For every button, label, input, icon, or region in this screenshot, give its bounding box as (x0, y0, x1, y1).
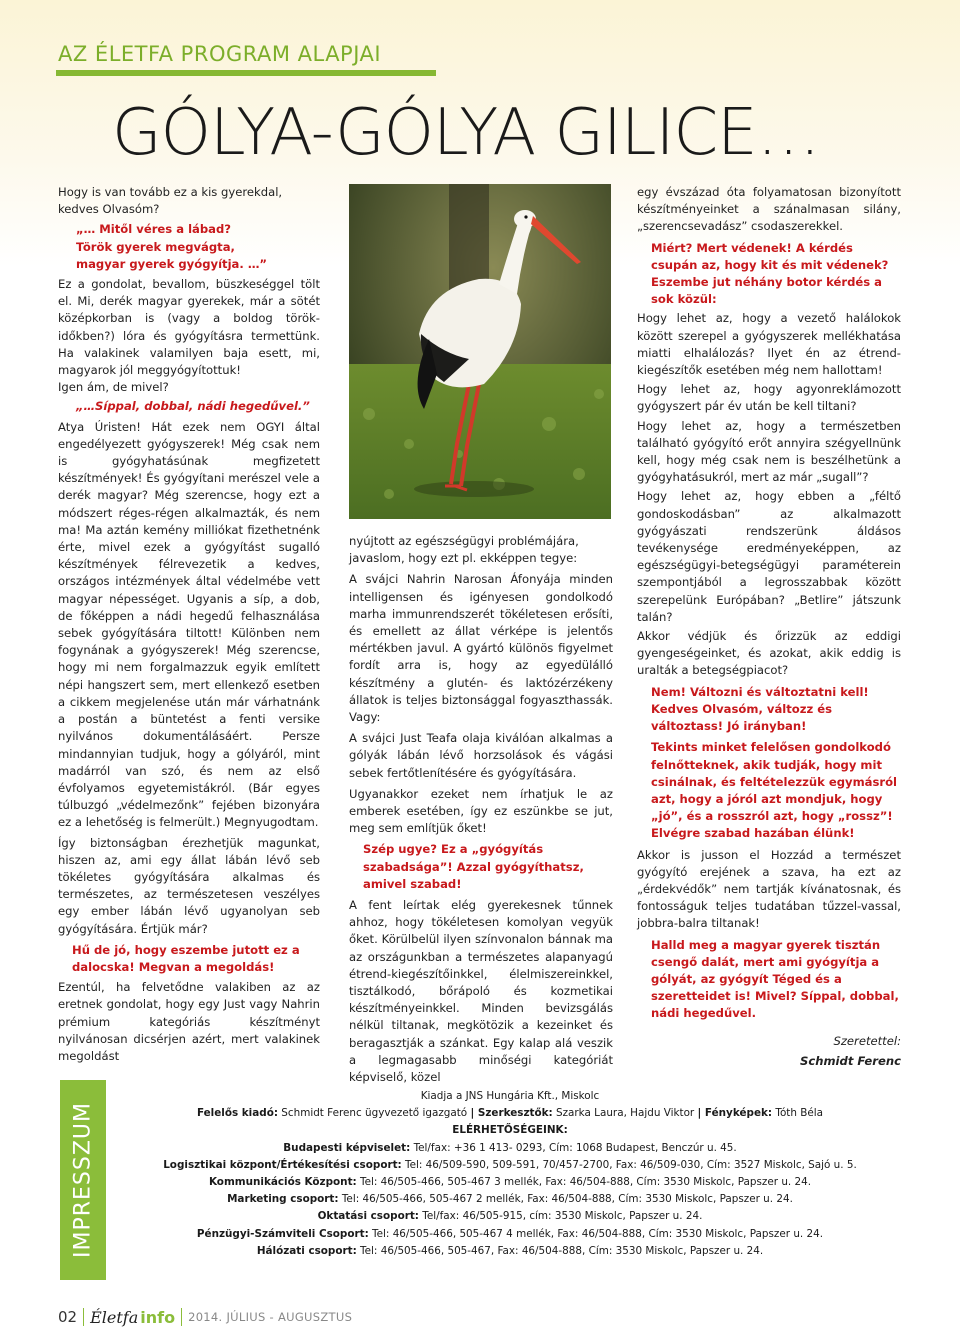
section-label: AZ ÉLETFA PROGRAM ALAPJAI (58, 42, 382, 66)
column-1 (58, 184, 320, 1065)
contact-row (120, 1140, 900, 1157)
paragraph: egy évszázad óta folyamatosan bizonyított készítményeinket a szánalmasan silány, „szerencsevadász” csodaszerekkel. (637, 185, 901, 234)
imprint-block (120, 1088, 900, 1260)
paragraph: Hogy lehet az, hogy a vezető halálokok között szerepel a gyógyszerek mellékhatása miatti elhalálozás? Ilyet én az étrend-kiegészítők esetében még nem hallottam! (637, 311, 901, 378)
paragraph: Akkor védjük és őrizzük az eddigi gyengeségeinket, és azokat, akik eddig is uralták a betegségpiacot? (637, 629, 901, 678)
contact-row (120, 1174, 900, 1191)
impressum-label: IMPRESSZUM (70, 1101, 96, 1259)
column-3 (637, 184, 901, 1070)
section-rule (56, 70, 436, 76)
contact-value: Tel: 46/509-590, 509-591, 70/457-2700, Fax: 46/509-030, Cím: 3527 Miskolc, Sajó u. 5. (401, 1158, 857, 1171)
contact-value: Tel: 46/505-466, 505-467 3 mellék, Fax: 46/504-888, Cím: 3530 Miskolc, Papszer u. 24. (356, 1176, 812, 1189)
paragraph: Akkor is jusson el Hozzád a természet gyógyító erejének a szava, ha ezt az „érdekvédők” nem tartják kívánatosnak, és fontosságuk teljes tudatában tűzzel-vassal, jobbra-balra tiltanak! (637, 847, 901, 931)
paragraph: Hogy lehet az, hogy a természetben található gyógyító erőt annyira szégyellnünk kell, hogy még csak nem is beszélhetünk a gyógyhatásukról, mert az már „sugall”? (637, 418, 901, 485)
credit-value: Szarka Laura, Hajdu Viktor (552, 1107, 698, 1120)
contact-value: Tel: 46/505-466, 505-467, Fax: 46/504-888, Cím: 3530 Miskolc, Papszer u. 24. (356, 1244, 764, 1257)
contact-row (120, 1208, 900, 1225)
contact-row (120, 1157, 900, 1174)
publisher-line: Kiadja a JNS Hungária Kft., Miskolc (420, 1090, 600, 1102)
paragraph: A fent leírtak elég gyerekesnek tűnnek ahhoz, hogy tökéletesen komolyan vegyük őket. Körülbelül ilyen színvonalon bánnak ma az országunkban a természetes alapanyagú étrend-kiegészítőinkkel, élelmiszereinkkel, tisztálkodó, bőrápoló és kozmetikai készítményeinkkel. Minden bevizsgálás nélkül tiltanak, megkötözik a kezeinket és beragasztják a szánkat. Egy kalap alá veszik a legmagasabb minőségi kategóriát képviselő, közel (349, 898, 613, 1085)
brand-logo-part1: Életfa (90, 1307, 139, 1327)
contact-value: Tel/fax: 46/505-915, cím: 3530 Miskolc, Papszer u. 24. (418, 1210, 703, 1223)
credit-value: Tóth Béla (772, 1107, 824, 1120)
contact-row (120, 1191, 900, 1208)
separator: | (470, 1107, 475, 1120)
credit-label: Szerkesztők: (474, 1107, 553, 1120)
highlight-text: Szép ugye? Ez a „gyógyítás szabadsága”! Azzal gyógyíthatsz, amivel szabad! (363, 842, 584, 891)
contact-value: Tel: 46/505-466, 505-467 4 mellék, Fax: 46/504-888, Cím: 3530 Miskolc, Papszer u. 24. (368, 1227, 824, 1240)
contact-label: Pénzügyi-Számviteli Csoport: (196, 1227, 369, 1240)
contacts-heading-text: ELÉRHETŐSÉGEINK: (452, 1124, 568, 1137)
contact-row (120, 1243, 900, 1260)
issue-date: 2014. JÚLIUS - AUGUSZTUS (188, 1310, 353, 1324)
highlight-text: Nem! Változni és változtatni kell! Kedves Olvasóm, változz és változtass! Jó irányban! (651, 684, 869, 734)
brand-logo-part2: info (140, 1307, 176, 1327)
highlight-text: Miért? Mert védenek! A kérdés csupán az, hogy kit és mit védenek? Eszembe jut néhány botor kérdés a sok közül: (651, 240, 889, 307)
paragraph: Ez a gondolat, bevallom, büszkeséggel tölt el. Mi, derék magyar gyerekek, már a sötét középkorban is (vagy a boldog török-időkben?) lóra és gyógyításra termettünk. Ha valakinek valamilyen baja esett, mi, magyarok jól meggyógyítottuk! (58, 277, 320, 378)
paragraph: Ezentúl, ha felvetődne valakiben az az eretnek gondolat, hogy egy Just vagy Nahrin prémium kategóriás készítményt nyilvánosan dicsérjen azért, mert valakinek megoldást (58, 980, 320, 1063)
contact-label: Hálózati csoport: (256, 1244, 357, 1257)
contact-label: Budapesti képviselet: (283, 1141, 411, 1154)
contact-row (120, 1226, 900, 1243)
signature-name: Schmidt Ferenc (800, 1053, 901, 1068)
paragraph: Így biztonságban érezhetjük magunkat, hiszen az, ami egy állat lábán lévő seb tökéletes gyógyítására alkalmas és természetes, az természetesen veszélyes egy ember lábán lévő ugyanolyan seb gyógyítására. Értjük már? (58, 835, 320, 936)
contact-label: Marketing csoport: (227, 1193, 339, 1206)
paragraph: nyújtott az egészségügyi problémájára, javaslom, hogy ezt pl. ekképpen tegye: (349, 534, 579, 566)
credit-value: Schmidt Ferenc ügyvezető igazgató (278, 1107, 471, 1120)
contact-label: Oktatási csoport: (317, 1210, 419, 1223)
paragraph: Atya Úristen! Hát ezek nem OGYI által engedélyezett gyógyszerek! Még csak nem is gyógyhatásúnak megfizetett készítmények! És gyógyítani merészel vele a derék magyar? Még szerencse, hogy ezt a módszert réges-régen alkalmazták, és nem ma! Ma aztán kemény milliókat fizethetnénk érte, mivel ezek a gyógyítást sugalló készítmények félrevezetik a kedves, országos intézmények által védelmébe vett magyar népességet. Ugyanis a síp, a dob, de főképpen a nádi hegedű felhasználása sebek gyógyítására tiltott! Különben nem fogynának a gyógyszerek! Még szerencse, hogy mi nem forgalmazzuk egyik említett népi hangszert sem, mert ellenkező esetben a cikkem megjelenése után már várhatnánk a postán a büntetést a fenti versike nyilvános dokumentálásáért. Persze mindannyian tudjuk, hogy a gólyáról, mint madárról van szó, és nem az első évfolyamos egyetemistákról. (Bár egyes túlbuzgó „védelmezőnk” fejében bizonyára ez a lehetőség is felmerült.) Megnyugodtam. (58, 419, 320, 830)
paragraph: Hogy lehet az, hogy ebben a „féltő gondoskodásban” az alkalmazott gyógyászati rendszerünk áldásos tevékenysége eredményeképpen, az egészségügyi-betegségügyi paraméterein szempontjából a legrosszabbak között szerepelünk Európában? „Betlire” játszunk talán? (637, 489, 901, 624)
paragraph: A svájci Nahrin Narosan Áfonyája minden intelligensen és igényesen gondolkodó marha immunrendszerét tökéletesen erősíti, és emellett az állat vérképe is jelentős mértékben javul. A gyártó különös figyelmet fordít arra is, hogy az egyedülálló készítmény a glutén- és laktózérzékeny állatok is teljes biztonsággal fogyaszthassák. Vagy: (349, 572, 613, 725)
verse-line: „… Mitől véres a lábad? (76, 222, 232, 237)
separator: | (697, 1107, 702, 1120)
contact-value: Tel: 46/505-466, 505-467 2 mellék, Fax: 46/504-888, Cím: 3530 Miskolc, Papszer u. 24. (338, 1193, 793, 1206)
signature-greeting: Szeretettel: (833, 1033, 901, 1048)
contact-label: Logisztikai központ/Értékesítési csoport: (163, 1158, 402, 1171)
footer-separator (181, 1308, 182, 1326)
stork-photo (349, 184, 611, 519)
contact-label: Kommunikációs Központ: (208, 1176, 357, 1189)
paragraph: Hogy lehet az, hogy agyonreklámozott gyógyszert pár év után be kell tiltani? (637, 382, 901, 414)
credit-label: Felelős kiadó: (196, 1107, 278, 1120)
verse-line: Török gyerek megvágta, (76, 239, 235, 254)
highlight-text: Tekints minket felelősen gondolkodó felnőtteknek, akik tudják, hogy mit csinálnak, és feltételezzük egymásról azt, hogy a jóról azt mondjuk, hogy „jó”, és a rosszról azt, hogy „rossz”! Elvégre szabad hazában élünk! (651, 740, 898, 841)
highlight-text: Halld meg a magyar gyerek tisztán csengő dalát, mert ami gyógyítja a gólyát, az gyógyít Téged és a szeretteidet is! Mivel? Síppal, dobbal, nádi hegedűvel. (651, 937, 899, 1021)
verse-line: „…Síppal, dobbal, nádi hegedűvel.” (76, 399, 310, 414)
contacts-heading (120, 1122, 900, 1139)
credits-line (120, 1105, 900, 1122)
column-2 (349, 533, 613, 1086)
contact-value: Tel/fax: +36 1 413- 0293, Cím: 1068 Budapest, Benczúr u. 45. (410, 1141, 737, 1154)
credit-label: Fényképek: (701, 1107, 773, 1120)
verse-line: magyar gyerek gyógyítja. …” (76, 256, 268, 271)
footer-separator (83, 1308, 84, 1326)
paragraph: Igen ám, de mivel? (58, 380, 169, 395)
paragraph: Hogy is van tovább ez a kis gyerekdal, kedves Olvasóm? (58, 185, 283, 217)
stork-illustration (349, 184, 611, 519)
page-footer (58, 1306, 352, 1328)
page-number: 02 (58, 1308, 78, 1326)
highlight-text: Hű de jó, hogy eszembe jutott ez a dalocska! Megvan a megoldás! (72, 942, 300, 974)
paragraph: Ugyanakkor ezeket nem írhatjuk le az emberek esetében, így ez eszünkbe se jut, meg sem említjük őket! (349, 786, 613, 836)
article-title: GÓLYA-GÓLYA GILICE… (112, 96, 820, 170)
paragraph: A svájci Just Teafa olaja kiválóan alkalmas a gólyák lábán lévő horzsolások és vágási sebek fertőtlenítésére és gyógyítására. (349, 731, 613, 780)
